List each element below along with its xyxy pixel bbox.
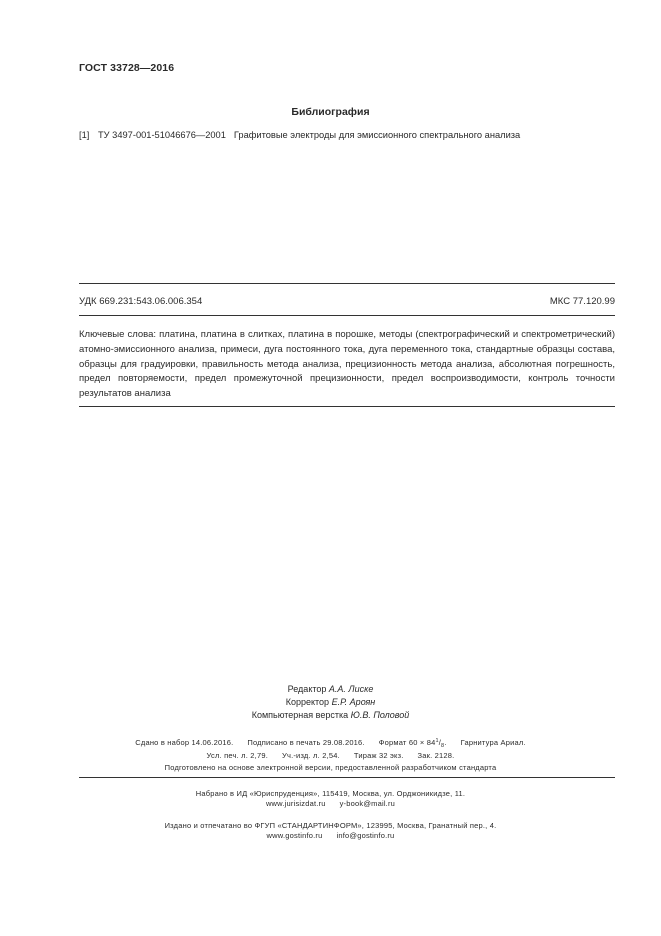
corrector-line: Корректор Е.Р. Ароян: [285, 697, 376, 707]
sent-to-set: Сдано в набор 14.06.2016.: [135, 738, 234, 747]
editor-name: А.А. Лиске: [328, 684, 374, 694]
bibliography-title: Библиография: [291, 106, 370, 118]
editor-line: Редактор А.А. Лиске: [287, 684, 374, 694]
divider-top: [79, 283, 615, 284]
entry-code: ТУ 3497-001-51046676—2001: [98, 130, 226, 140]
mks-code: МКС 77.120.99: [549, 296, 615, 307]
imprint-line-2: [0, 751, 661, 760]
udc-code: УДК 669.231:543.06.006.354: [79, 296, 203, 307]
publisher-site: www.gostinfo.ru: [266, 831, 323, 840]
typeset-contacts: [0, 799, 661, 808]
publisher-contacts: [0, 831, 661, 840]
typeset-site: www.jurisizdat.ru: [265, 799, 326, 808]
bibliography-entry: [79, 130, 520, 140]
printed-sheets: Усл. печ. л. 2,79.: [206, 751, 268, 760]
order-number: Зак. 2128.: [417, 751, 455, 760]
imprint-line-1: [0, 738, 661, 749]
standard-designation: ГОСТ 33728—2016: [79, 62, 175, 74]
keywords-text: платина, платина в слитках, платина в порошке, методы (спектрографический и спектрометрический) атомно-эмиссионного анализа, примеси, дуга постоянного тока, дуга переменного тока, стандартные образцы состава, образцы для градуировки, правильность метода анализа, прецизионность метода анализа, абсолютная погрешность, предел повторяемости, предел промежуточной прецизионности, предел воспроизводимости, контроль точности результатов анализа: [79, 329, 615, 400]
print-run: Тираж 32 экз.: [353, 751, 404, 760]
credits-block: [0, 683, 661, 722]
corrector-name: Е.Р. Ароян: [331, 697, 376, 707]
publisher-sheets: Уч.-изд. л. 2,54.: [282, 751, 340, 760]
divider-imprint: [79, 777, 615, 778]
typeset-address: Набрано в ИД «Юриспруденция», 115419, Москва, ул. Орджоникидзе, 11.: [195, 789, 466, 798]
keywords-paragraph: [79, 328, 615, 402]
prepared-note: Подготовлено на основе электронной версии, предоставленной разработчиком стандарта: [164, 763, 497, 772]
keywords-label: Ключевые слова:: [79, 329, 157, 340]
divider-keywords-top: [79, 315, 615, 316]
entry-number: [1]: [79, 130, 90, 140]
entry-title: Графитовые электроды для эмиссионного спектрального анализа: [233, 130, 521, 140]
typeset-email: y-book@mail.ru: [339, 799, 396, 808]
format: Формат $60 \times 84^1/_8$.: [378, 738, 447, 749]
layout-line: Компьютерная верстка Ю.В. Половой: [251, 710, 410, 720]
typeface: Гарнитура Ариал.: [460, 738, 526, 747]
signed-to-print: Подписано в печать 29.08.2016.: [247, 738, 365, 747]
divider-keywords-bottom: [79, 406, 615, 407]
publisher-address: Издано и отпечатано во ФГУП «СТАНДАРТИНФОРМ», 123995, Москва, Гранатный пер., 4.: [164, 821, 497, 830]
layout-name: Ю.В. Половой: [350, 710, 410, 720]
publisher-email: info@gostinfo.ru: [336, 831, 395, 840]
